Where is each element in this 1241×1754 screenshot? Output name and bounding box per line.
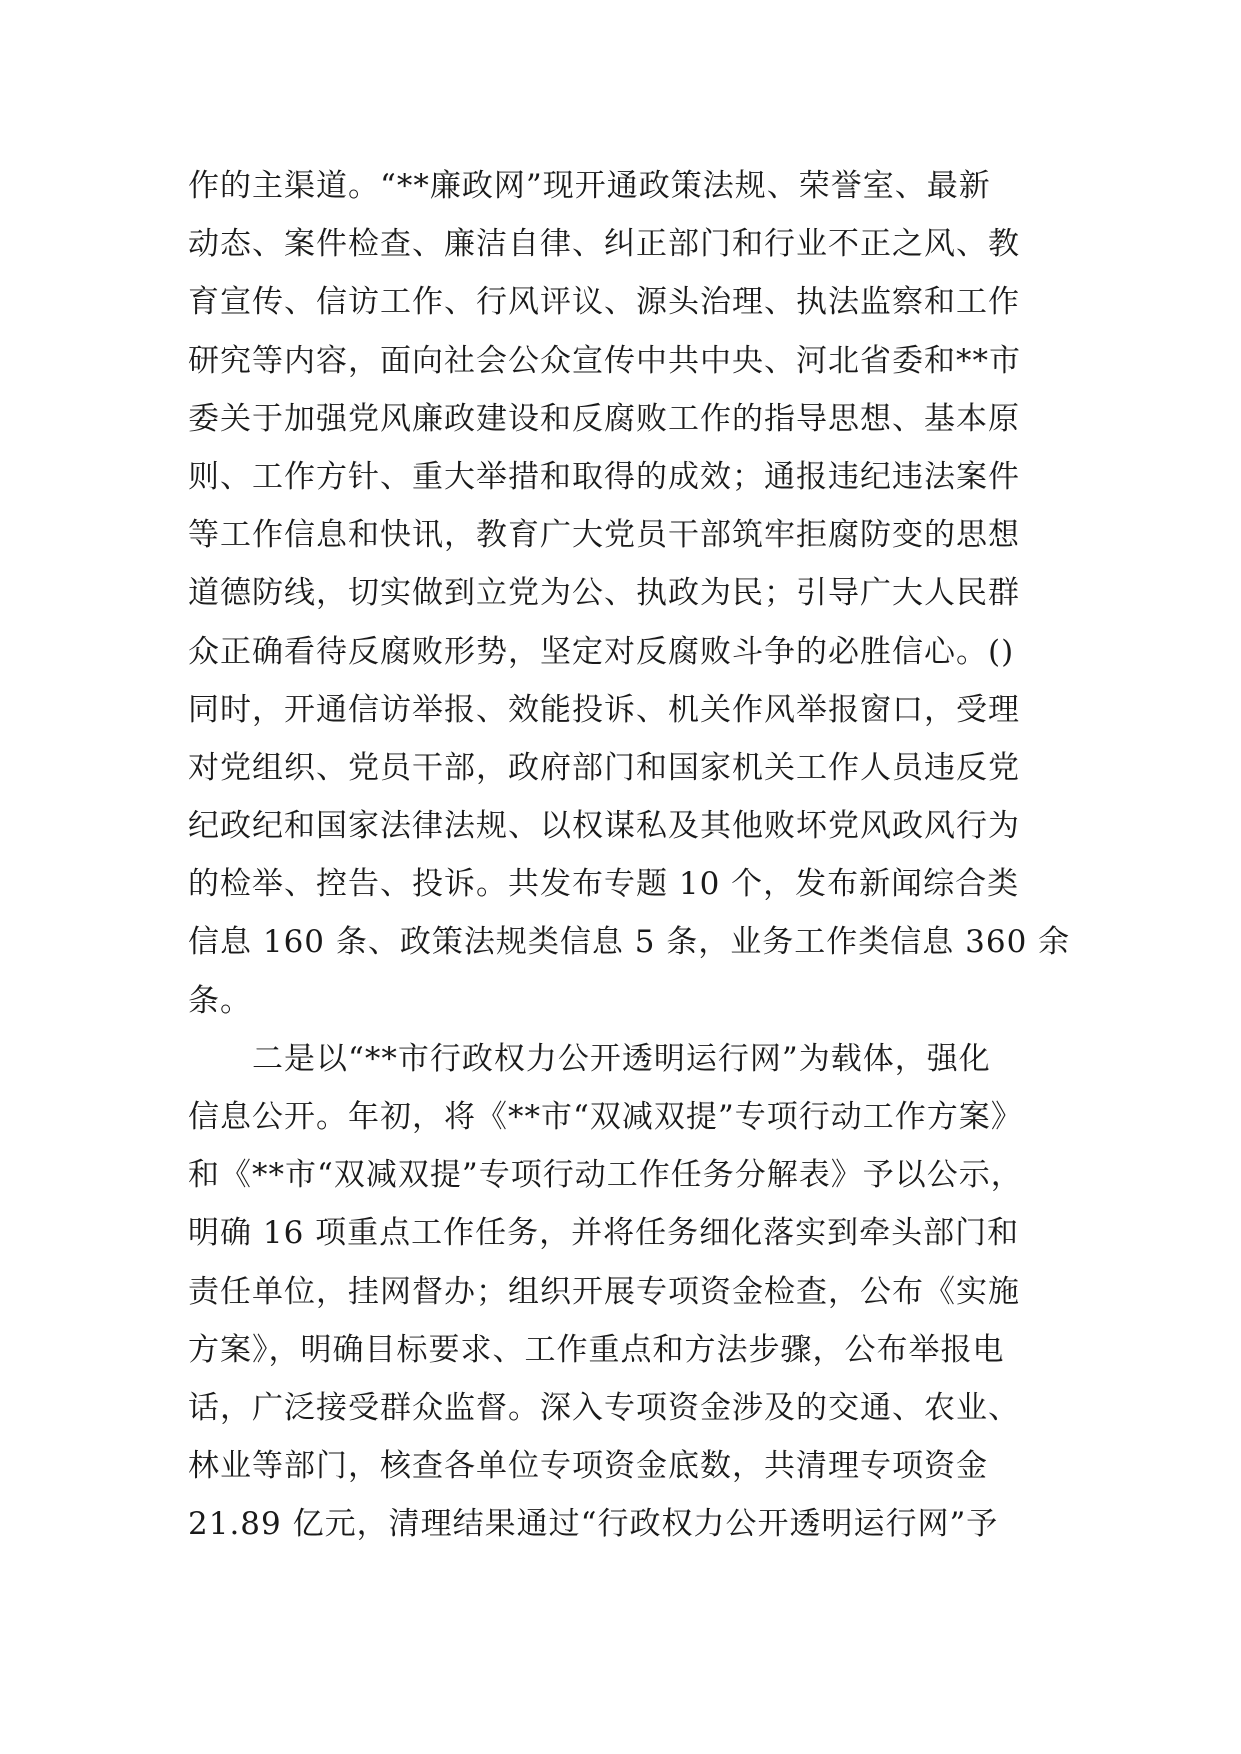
text-line: 明确 16 项重点工作任务，并将任务细化落实到牵头部门和 xyxy=(188,1215,1020,1252)
text-line: 动态、案件检查、廉洁自律、纠正部门和行业不正之风、教 xyxy=(188,226,1020,263)
text-line: 研究等内容，面向社会公众宣传中共中央、河北省委和**市 xyxy=(188,342,1021,379)
text-line: 对党组织、党员干部，政府部门和国家机关工作人员违反党 xyxy=(188,749,1020,786)
text-line: 育宣传、信访工作、行风评议、源头治理、执法监察和工作 xyxy=(188,284,1020,321)
text-line: 信息公开。年初，将《**市“双减双提”专项行动工作方案》 xyxy=(188,1099,1023,1135)
text-line: 众正确看待反腐败形势，坚定对反腐败斗争的必胜信心。() xyxy=(188,633,1015,670)
text-line: 二是以“**市行政权力公开透明运行网”为载体，强化 xyxy=(188,1040,991,1077)
text-line: 则、工作方针、重大举措和取得的成效；通报违纪违法案件 xyxy=(188,458,1020,495)
text-line: 的检举、控告、投诉。共发布专题 10 个，发布新闻综合类 xyxy=(188,866,1020,903)
text-line: 委关于加强党风廉政建设和反腐败工作的指导思想、基本原 xyxy=(188,400,1020,437)
text-line: 纪政纪和国家法律法规、以权谋私及其他败坏党风政风行为 xyxy=(188,808,1020,845)
text-line: 道德防线，切实做到立党为公、执政为民；引导广大人民群 xyxy=(188,575,1020,612)
text-line: 和《**市“双减双提”专项行动工作任务分解表》予以公示， xyxy=(188,1157,1023,1194)
text-line: 林业等部门，核查各单位专项资金底数，共清理专项资金 xyxy=(188,1448,988,1485)
document-body xyxy=(188,157,1071,1554)
text-line: 信息 160 条、政策法规类信息 5 条，业务工作类信息 360 余 xyxy=(188,924,1071,961)
text-line: 作的主渠道。“**廉政网”现开通政策法规、荣誉室、最新 xyxy=(188,168,991,204)
text-line: 话，广泛接受群众监督。深入专项资金涉及的交通、农业、 xyxy=(188,1389,1020,1426)
text-line: 责任单位，挂网督办；组织开展专项资金检查，公布《实施 xyxy=(188,1273,1020,1310)
text-line: 条。 xyxy=(188,982,252,1019)
text-line: 21.89 亿元，清理结果通过“行政权力公开透明运行网”予 xyxy=(188,1506,999,1543)
text-line: 方案》，明确目标要求、工作重点和方法步骤，公布举报电 xyxy=(188,1331,1005,1368)
text-line: 等工作信息和快讯，教育广大党员干部筑牢拒腐防变的思想 xyxy=(188,517,1020,554)
text-line: 同时，开通信访举报、效能投诉、机关作风举报窗口，受理 xyxy=(188,691,1020,728)
